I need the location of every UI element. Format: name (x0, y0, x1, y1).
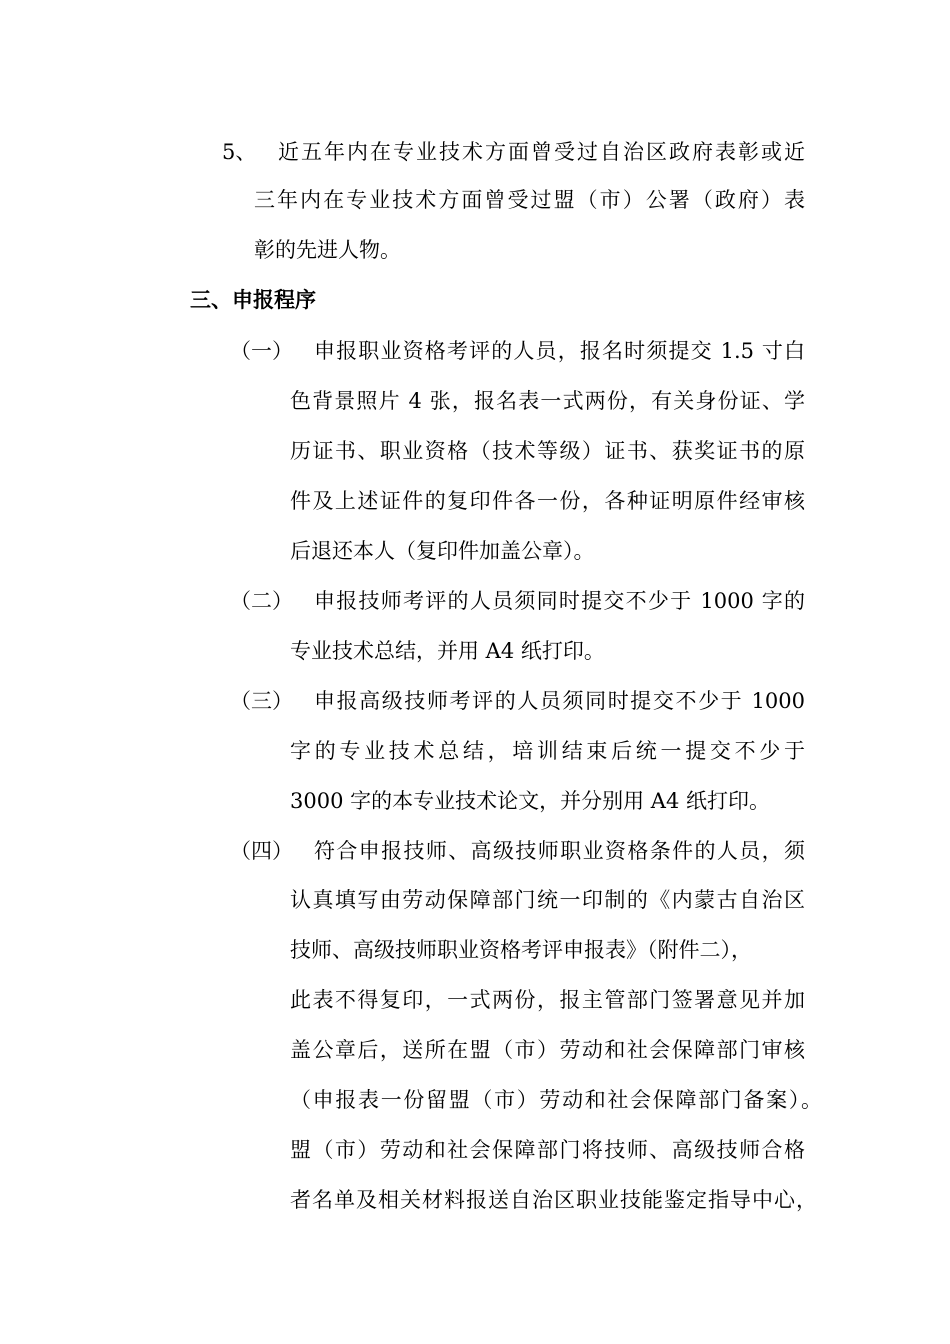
item-3-line-3: 3000 字的本专业技术论文，并分别用 A4 纸打印。 (290, 789, 770, 813)
item-1-line-3: 历证书、职业资格（技术等级）证书、获奖证书的原 (290, 439, 805, 463)
item-1-line-5: 后退还本人（复印件加盖公章）。 (290, 539, 595, 563)
item-2-line-1: 申报技师考评的人员须同时提交不少于 1000 字的 (314, 589, 805, 613)
item-3-line-2: 字的专业技术总结，培训结束后统一提交不少于 (290, 739, 805, 763)
item-2-line-2: 专业技术总结，并用 A4 纸打印。 (290, 639, 605, 663)
item-1-marker: （一） (230, 339, 293, 363)
item-4-line-7: 盟（市）劳动和社会保障部门将技师、高级技师合格 (290, 1138, 805, 1162)
section-heading: 三、申报程序 (190, 287, 316, 312)
item-4-marker: （四） (230, 839, 293, 863)
item-3-line-1: 申报高级技师考评的人员须同时提交不少于 1000 (314, 689, 805, 713)
item-4-line-3: 技师、高级技师职业资格考评申报表》（附件二）， (290, 938, 752, 962)
item-4-line-6: （申报表一份留盟（市）劳动和社会保障部门备案）。 (290, 1088, 822, 1112)
item-1-line-1: 申报职业资格考评的人员，报名时须提交 1.5 寸白 (314, 339, 805, 363)
item-4-line-5: 盖公章后，送所在盟（市）劳动和社会保障部门审核 (290, 1038, 805, 1062)
item-4-line-1: 符合申报技师、高级技师职业资格条件的人员，须 (314, 839, 805, 863)
item-5-line-1: 近五年内在专业技术方面曾受过自治区政府表彰或近 (278, 140, 805, 164)
item-4-line-4: 此表不得复印，一式两份，报主管部门签署意见并加 (290, 988, 805, 1012)
item-3-marker: （三） (230, 689, 293, 713)
item-1-line-2: 色背景照片 4 张，报名表一式两份，有关身份证、学 (290, 389, 805, 413)
item-4-line-8: 者名单及相关材料报送自治区职业技能鉴定指导中心， (290, 1188, 817, 1212)
item-5-line-2: 三年内在专业技术方面曾受过盟（市）公署（政府）表 (254, 188, 805, 212)
item-2-marker: （二） (230, 589, 293, 613)
item-1-line-4: 件及上述证件的复印件各一份，各种证明原件经审核 (290, 489, 805, 513)
item-5-number: 5、 (222, 140, 257, 164)
item-4-line-2: 认真填写由劳动保障部门统一印制的《内蒙古自治区 (290, 888, 805, 912)
item-5-line-3: 彰的先进人物。 (254, 238, 401, 262)
